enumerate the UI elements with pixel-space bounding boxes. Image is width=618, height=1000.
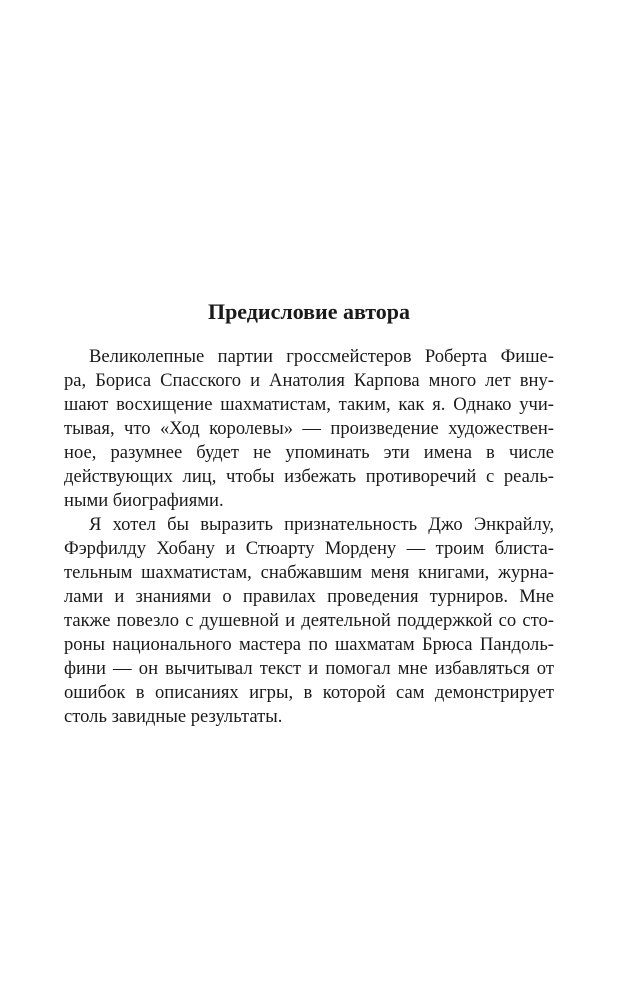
text-line: также повезло с душевной и деятельной поддержкой со сто-	[64, 610, 554, 631]
text-line: столь завидные результаты.	[64, 706, 283, 727]
paragraph-2	[64, 513, 554, 729]
text-line: ными биографиями.	[64, 490, 224, 511]
text-line: ра, Бориса Спасского и Анатолия Карпова много лет вну-	[64, 370, 554, 391]
text-line: Фэрфилду Хобану и Стюарту Мордену — троим блиста-	[64, 538, 554, 559]
text-line: ошибок в описаниях игры, в которой сам демонстрирует	[64, 682, 554, 703]
paragraph-1	[64, 345, 554, 513]
text-line: тывая, что «Ход королевы» — произведение художествен-	[64, 418, 554, 439]
text-line: шают восхищение шахматистам, таким, как я. Однако учи-	[64, 394, 554, 415]
chapter-heading: Предисловие автора	[207, 299, 411, 324]
text-line: ное, разумнее будет не упоминать эти имена в числе	[64, 442, 554, 463]
body-text	[64, 345, 554, 729]
text-line: Я хотел бы выразить признательность Джо Энкрайлу,	[89, 514, 554, 535]
text-line: роны национального мастера по шахматам Брюса Пандоль-	[64, 634, 554, 655]
text-line: лами и знаниями о правилах проведения турниров. Мне	[64, 586, 554, 607]
text-line: тельным шахматистам, снабжавшим меня книгами, журна-	[64, 562, 554, 583]
text-line: Великолепные партии гроссмейстеров Роберта Фише-	[89, 346, 554, 367]
text-line: фини — он вычитывал текст и помогал мне избавляться от	[64, 658, 554, 679]
text-line: действующих лиц, чтобы избежать противоречий с реаль-	[64, 466, 554, 487]
